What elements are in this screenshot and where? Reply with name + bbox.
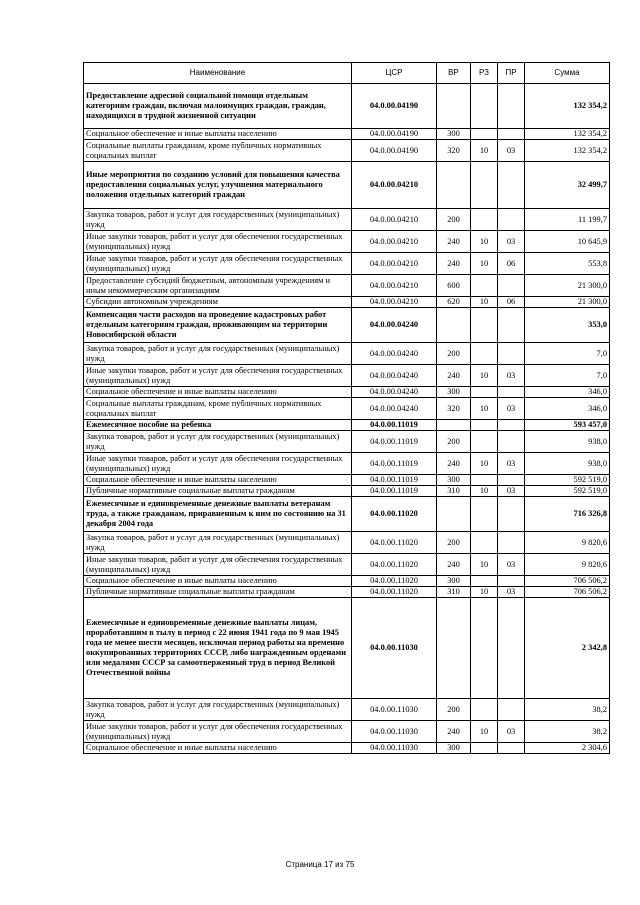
table-row [84,576,610,587]
cell-rz [471,308,498,343]
cell-vr: 300 [437,387,471,398]
cell-csr: 04.0.00.11030 [352,598,437,699]
cell-sum: 706 506,2 [525,587,610,598]
cell-rz: 10 [471,587,498,598]
cell-pr [498,162,525,209]
cell-name: Иные закупки товаров, работ и услуг для обеспечения государственных (муниципальных) нужд [84,231,352,253]
cell-rz [471,84,498,129]
cell-pr [498,84,525,129]
cell-rz: 10 [471,253,498,275]
cell-vr: 200 [437,431,471,453]
cell-rz [471,743,498,754]
cell-vr: 200 [437,699,471,721]
cell-rz [471,275,498,297]
cell-sum: 132 354,2 [525,140,610,162]
cell-vr: 300 [437,129,471,140]
cell-csr: 04.0.00.11019 [352,453,437,475]
table-row [84,554,610,576]
cell-pr [498,420,525,431]
cell-pr: 03 [498,486,525,497]
cell-sum: 10 645,9 [525,231,610,253]
cell-sum: 353,0 [525,308,610,343]
cell-sum: 592 519,0 [525,486,610,497]
cell-name: Социальное обеспечение и иные выплаты населению [84,475,352,486]
cell-name: Ежемесячные и единовременные денежные выплаты лицам, проработавшим в тылу в период с 22 июня 1941 года по 9 мая 1945 года не менее шести месяцев, исключая период работы на временно оккупированных территориях СССР, либо награжденным орденами или медалями СССР за самоотверженный труд в период Великой Отечественной войны [84,598,352,699]
column-header-name: Наименование [84,63,352,84]
cell-sum: 553,8 [525,253,610,275]
cell-sum: 38,2 [525,721,610,743]
cell-sum: 592 519,0 [525,475,610,486]
cell-name: Закупка товаров, работ и услуг для государственных (муниципальных) нужд [84,343,352,365]
table-row [84,209,610,231]
table-row [84,140,610,162]
cell-csr: 04.0.00.04240 [352,308,437,343]
column-header-csr: ЦСР [352,63,437,84]
cell-sum: 21 300,0 [525,297,610,308]
cell-vr: 200 [437,209,471,231]
cell-rz: 10 [471,398,498,420]
cell-pr [498,598,525,699]
cell-rz [471,129,498,140]
cell-sum: 32 499,7 [525,162,610,209]
cell-vr: 620 [437,297,471,308]
cell-vr: 240 [437,231,471,253]
cell-name: Социальные выплаты гражданам, кроме публичных нормативных социальных выплат [84,140,352,162]
cell-sum: 7,0 [525,365,610,387]
table-row [84,297,610,308]
cell-rz: 10 [471,140,498,162]
cell-vr: 300 [437,475,471,486]
cell-sum: 938,0 [525,431,610,453]
cell-csr: 04.0.00.04240 [352,398,437,420]
cell-rz: 10 [471,554,498,576]
cell-pr [498,532,525,554]
cell-sum: 132 354,2 [525,84,610,129]
column-header-sum: Сумма [525,63,610,84]
table-row [84,497,610,532]
cell-sum: 11 199,7 [525,209,610,231]
cell-pr [498,497,525,532]
cell-sum: 132 354,2 [525,129,610,140]
cell-csr: 04.0.00.04190 [352,140,437,162]
cell-sum: 593 457,0 [525,420,610,431]
cell-name: Закупка товаров, работ и услуг для государственных (муниципальных) нужд [84,431,352,453]
table-row [84,343,610,365]
table-row [84,275,610,297]
table-row [84,699,610,721]
cell-pr: 03 [498,365,525,387]
cell-csr: 04.0.00.04240 [352,365,437,387]
cell-rz [471,162,498,209]
cell-pr [498,387,525,398]
cell-name: Публичные нормативные социальные выплаты гражданам [84,486,352,497]
cell-rz: 10 [471,721,498,743]
cell-name: Публичные нормативные социальные выплаты гражданам [84,587,352,598]
cell-sum: 346,0 [525,387,610,398]
cell-rz [471,343,498,365]
cell-csr: 04.0.00.11019 [352,431,437,453]
cell-sum: 706 506,2 [525,576,610,587]
cell-csr: 04.0.00.11030 [352,743,437,754]
cell-csr: 04.0.00.04210 [352,253,437,275]
cell-pr [498,431,525,453]
cell-name: Субсидии автономным учреждениям [84,297,352,308]
cell-rz [471,598,498,699]
table-row [84,387,610,398]
cell-name: Иные закупки товаров, работ и услуг для обеспечения государственных (муниципальных) нужд [84,453,352,475]
cell-name: Социальное обеспечение и иные выплаты населению [84,387,352,398]
cell-sum: 9 820,6 [525,554,610,576]
cell-csr: 04.0.00.11020 [352,587,437,598]
cell-sum: 346,0 [525,398,610,420]
table-row [84,486,610,497]
page-number: Страница 17 из 75 [285,860,355,869]
cell-pr: 03 [498,140,525,162]
cell-pr [498,475,525,486]
cell-name: Иные закупки товаров, работ и услуг для обеспечения государственных (муниципальных) нужд [84,554,352,576]
cell-rz [471,420,498,431]
cell-rz [471,475,498,486]
table-row [84,398,610,420]
cell-pr [498,343,525,365]
cell-csr: 04.0.00.11020 [352,554,437,576]
cell-name: Предоставление субсидий бюджетным, автономным учреждениям и иным некоммерческим организациям [84,275,352,297]
cell-vr [437,420,471,431]
cell-sum: 2 342,8 [525,598,610,699]
cell-csr: 04.0.00.11020 [352,576,437,587]
table-row [84,475,610,486]
cell-csr: 04.0.00.04210 [352,231,437,253]
cell-name: Ежемесячные и единовременные денежные выплаты ветеранам труда, а также гражданам, приравненным к ним по состоянию на 31 декабря 2004 года [84,497,352,532]
table-row [84,365,610,387]
cell-pr [498,129,525,140]
cell-sum: 2 304,6 [525,743,610,754]
cell-name: Социальные выплаты гражданам, кроме публичных нормативных социальных выплат [84,398,352,420]
cell-pr: 03 [498,554,525,576]
cell-sum: 716 326,8 [525,497,610,532]
cell-name: Предоставление адресной социальной помощи отдельным категориям граждан, включая малоимущих граждан, граждан, находящихся в трудной жизненной ситуации [84,84,352,129]
cell-csr: 04.0.00.11019 [352,475,437,486]
cell-rz: 10 [471,297,498,308]
cell-rz: 10 [471,231,498,253]
cell-csr: 04.0.00.11020 [352,532,437,554]
cell-csr: 04.0.00.11030 [352,721,437,743]
cell-name: Иные мероприятия по созданию условий для повышения качества предоставления социальных услуг, улучшения материального положения отдельных категорий граждан [84,162,352,209]
cell-vr: 600 [437,275,471,297]
cell-csr: 04.0.00.04190 [352,84,437,129]
cell-sum: 938,0 [525,453,610,475]
cell-csr: 04.0.00.04190 [352,129,437,140]
cell-name: Иные закупки товаров, работ и услуг для обеспечения государственных (муниципальных) нужд [84,253,352,275]
cell-pr: 03 [498,398,525,420]
cell-name: Закупка товаров, работ и услуг для государственных (муниципальных) нужд [84,209,352,231]
cell-vr [437,497,471,532]
cell-rz: 10 [471,453,498,475]
cell-rz [471,497,498,532]
cell-sum: 38,2 [525,699,610,721]
cell-sum: 7,0 [525,343,610,365]
table-row [84,84,610,129]
cell-name: Иные закупки товаров, работ и услуг для обеспечения государственных (муниципальных) нужд [84,365,352,387]
cell-pr: 03 [498,453,525,475]
column-header-pr: ПР [498,63,525,84]
cell-name: Иные закупки товаров, работ и услуг для обеспечения государственных (муниципальных) нужд [84,721,352,743]
cell-name: Компенсация части расходов на проведение кадастровых работ отдельным категориям граждан, проживающим на территории Новосибирской области [84,308,352,343]
cell-name: Социальное обеспечение и иные выплаты населению [84,576,352,587]
cell-pr [498,699,525,721]
cell-pr: 03 [498,587,525,598]
cell-name: Закупка товаров, работ и услуг для государственных (муниципальных) нужд [84,699,352,721]
table-row [84,587,610,598]
cell-vr: 200 [437,532,471,554]
cell-vr: 310 [437,486,471,497]
cell-vr: 300 [437,743,471,754]
cell-pr: 03 [498,721,525,743]
table-row [84,162,610,209]
cell-pr [498,743,525,754]
cell-pr: 06 [498,253,525,275]
cell-rz [471,209,498,231]
cell-vr: 310 [437,587,471,598]
cell-vr: 240 [437,453,471,475]
cell-pr: 06 [498,297,525,308]
cell-csr: 04.0.00.11019 [352,486,437,497]
cell-sum: 9 820,6 [525,532,610,554]
cell-pr [498,308,525,343]
cell-csr: 04.0.00.11019 [352,420,437,431]
cell-rz [471,431,498,453]
column-header-rz: РЗ [471,63,498,84]
cell-csr: 04.0.00.04240 [352,387,437,398]
table-row [84,532,610,554]
cell-rz [471,387,498,398]
cell-rz [471,532,498,554]
cell-vr: 300 [437,576,471,587]
cell-vr: 240 [437,721,471,743]
column-header-vr: ВР [437,63,471,84]
cell-csr: 04.0.00.04240 [352,343,437,365]
cell-pr [498,576,525,587]
table-row [84,129,610,140]
cell-csr: 04.0.00.11030 [352,699,437,721]
cell-csr: 04.0.00.04210 [352,275,437,297]
table-row [84,743,610,754]
cell-sum: 21 300,0 [525,275,610,297]
cell-vr: 320 [437,398,471,420]
cell-vr: 240 [437,365,471,387]
table-row [84,420,610,431]
cell-pr [498,209,525,231]
cell-pr [498,275,525,297]
budget-table [83,62,610,754]
cell-vr [437,308,471,343]
cell-vr: 200 [437,343,471,365]
cell-vr [437,84,471,129]
table-body [84,84,610,754]
cell-vr [437,598,471,699]
table-row [84,453,610,475]
cell-csr: 04.0.00.04210 [352,209,437,231]
cell-csr: 04.0.00.04210 [352,297,437,308]
cell-rz [471,699,498,721]
table-row [84,598,610,699]
cell-rz: 10 [471,486,498,497]
cell-rz [471,576,498,587]
cell-vr: 240 [437,554,471,576]
cell-pr: 03 [498,231,525,253]
cell-vr: 320 [437,140,471,162]
table-row [84,431,610,453]
table-row [84,308,610,343]
cell-name: Социальное обеспечение и иные выплаты населению [84,129,352,140]
table-row [84,231,610,253]
cell-name: Социальное обеспечение и иные выплаты населению [84,743,352,754]
cell-rz: 10 [471,365,498,387]
cell-name: Закупка товаров, работ и услуг для государственных (муниципальных) нужд [84,532,352,554]
cell-name: Ежемесячное пособие на ребенка [84,420,352,431]
cell-vr: 240 [437,253,471,275]
cell-vr [437,162,471,209]
cell-csr: 04.0.00.11020 [352,497,437,532]
table-row [84,721,610,743]
cell-csr: 04.0.00.04210 [352,162,437,209]
table-header-row [84,63,610,84]
table-row [84,253,610,275]
